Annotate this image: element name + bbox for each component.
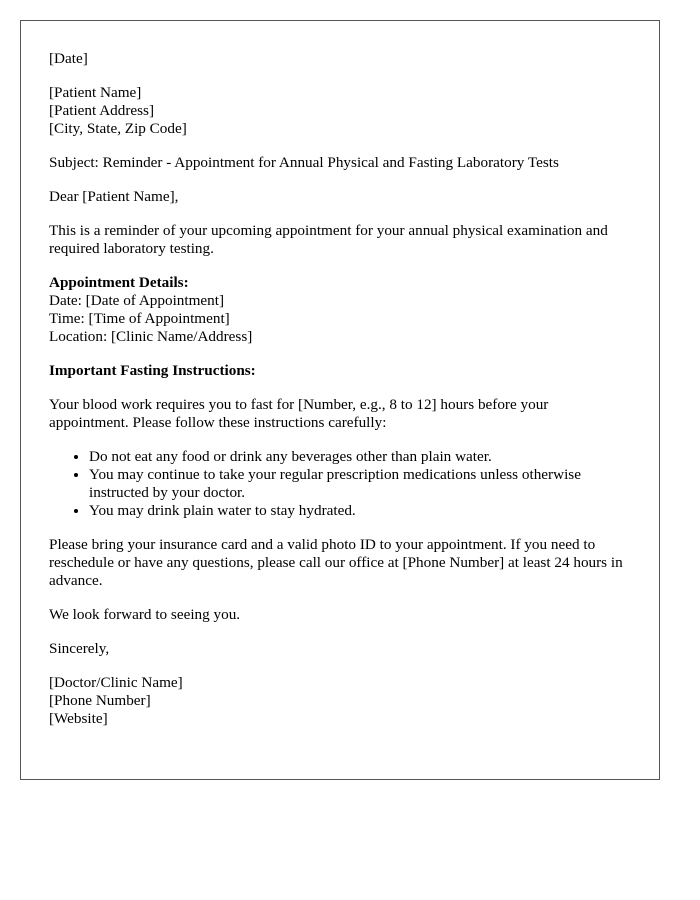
recipient-city-state-zip: [City, State, Zip Code] xyxy=(49,120,187,137)
fasting-instructions-heading: Important Fasting Instructions: xyxy=(49,362,256,379)
recipient-address: [Patient Address] xyxy=(49,102,155,119)
signoff: Sincerely, xyxy=(49,640,110,657)
appointment-time: Time: [Time of Appointment] xyxy=(49,310,230,327)
appointment-location: Location: [Clinic Name/Address] xyxy=(49,328,253,345)
fasting-instructions-list xyxy=(49,448,631,520)
intro-paragraph: This is a reminder of your upcoming appointment for your annual physical examination and required laboratory testing. xyxy=(49,222,608,257)
signature-block xyxy=(49,674,631,728)
fasting-intro-paragraph: Your blood work requires you to fast for [Number, e.g., 8 to 12] hours before your appointment. Please follow these instructions carefully: xyxy=(49,396,549,431)
list-item: • Do not eat any food or drink any beverages other than plain water. xyxy=(89,448,631,466)
letter-greeting: Dear [Patient Name], xyxy=(49,188,179,205)
recipient-name: [Patient Name] xyxy=(49,84,142,101)
bring-documents-paragraph: Please bring your insurance card and a valid photo ID to your appointment. If you need to reschedule or have any questions, please call our office at [Phone Number] at least 24 hours in advance. xyxy=(49,536,623,589)
letter-subject: Subject: Reminder - Appointment for Annual Physical and Fasting Laboratory Tests xyxy=(49,154,559,171)
appointment-date: Date: [Date of Appointment] xyxy=(49,292,225,309)
closing-line: We look forward to seeing you. xyxy=(49,606,241,623)
appointment-details-heading: Appointment Details: xyxy=(49,274,189,291)
list-item: • You may drink plain water to stay hydrated. xyxy=(89,502,631,520)
signature-name: [Doctor/Clinic Name] xyxy=(49,674,183,691)
recipient-address-block xyxy=(49,84,631,138)
letter-page xyxy=(20,20,660,780)
appointment-details-block xyxy=(49,274,631,346)
list-item: • You may continue to take your regular prescription medications unless otherwise instructed by your doctor. xyxy=(89,466,631,502)
signature-website: [Website] xyxy=(49,710,108,727)
letter-date: [Date] xyxy=(49,50,88,67)
signature-phone: [Phone Number] xyxy=(49,692,151,709)
